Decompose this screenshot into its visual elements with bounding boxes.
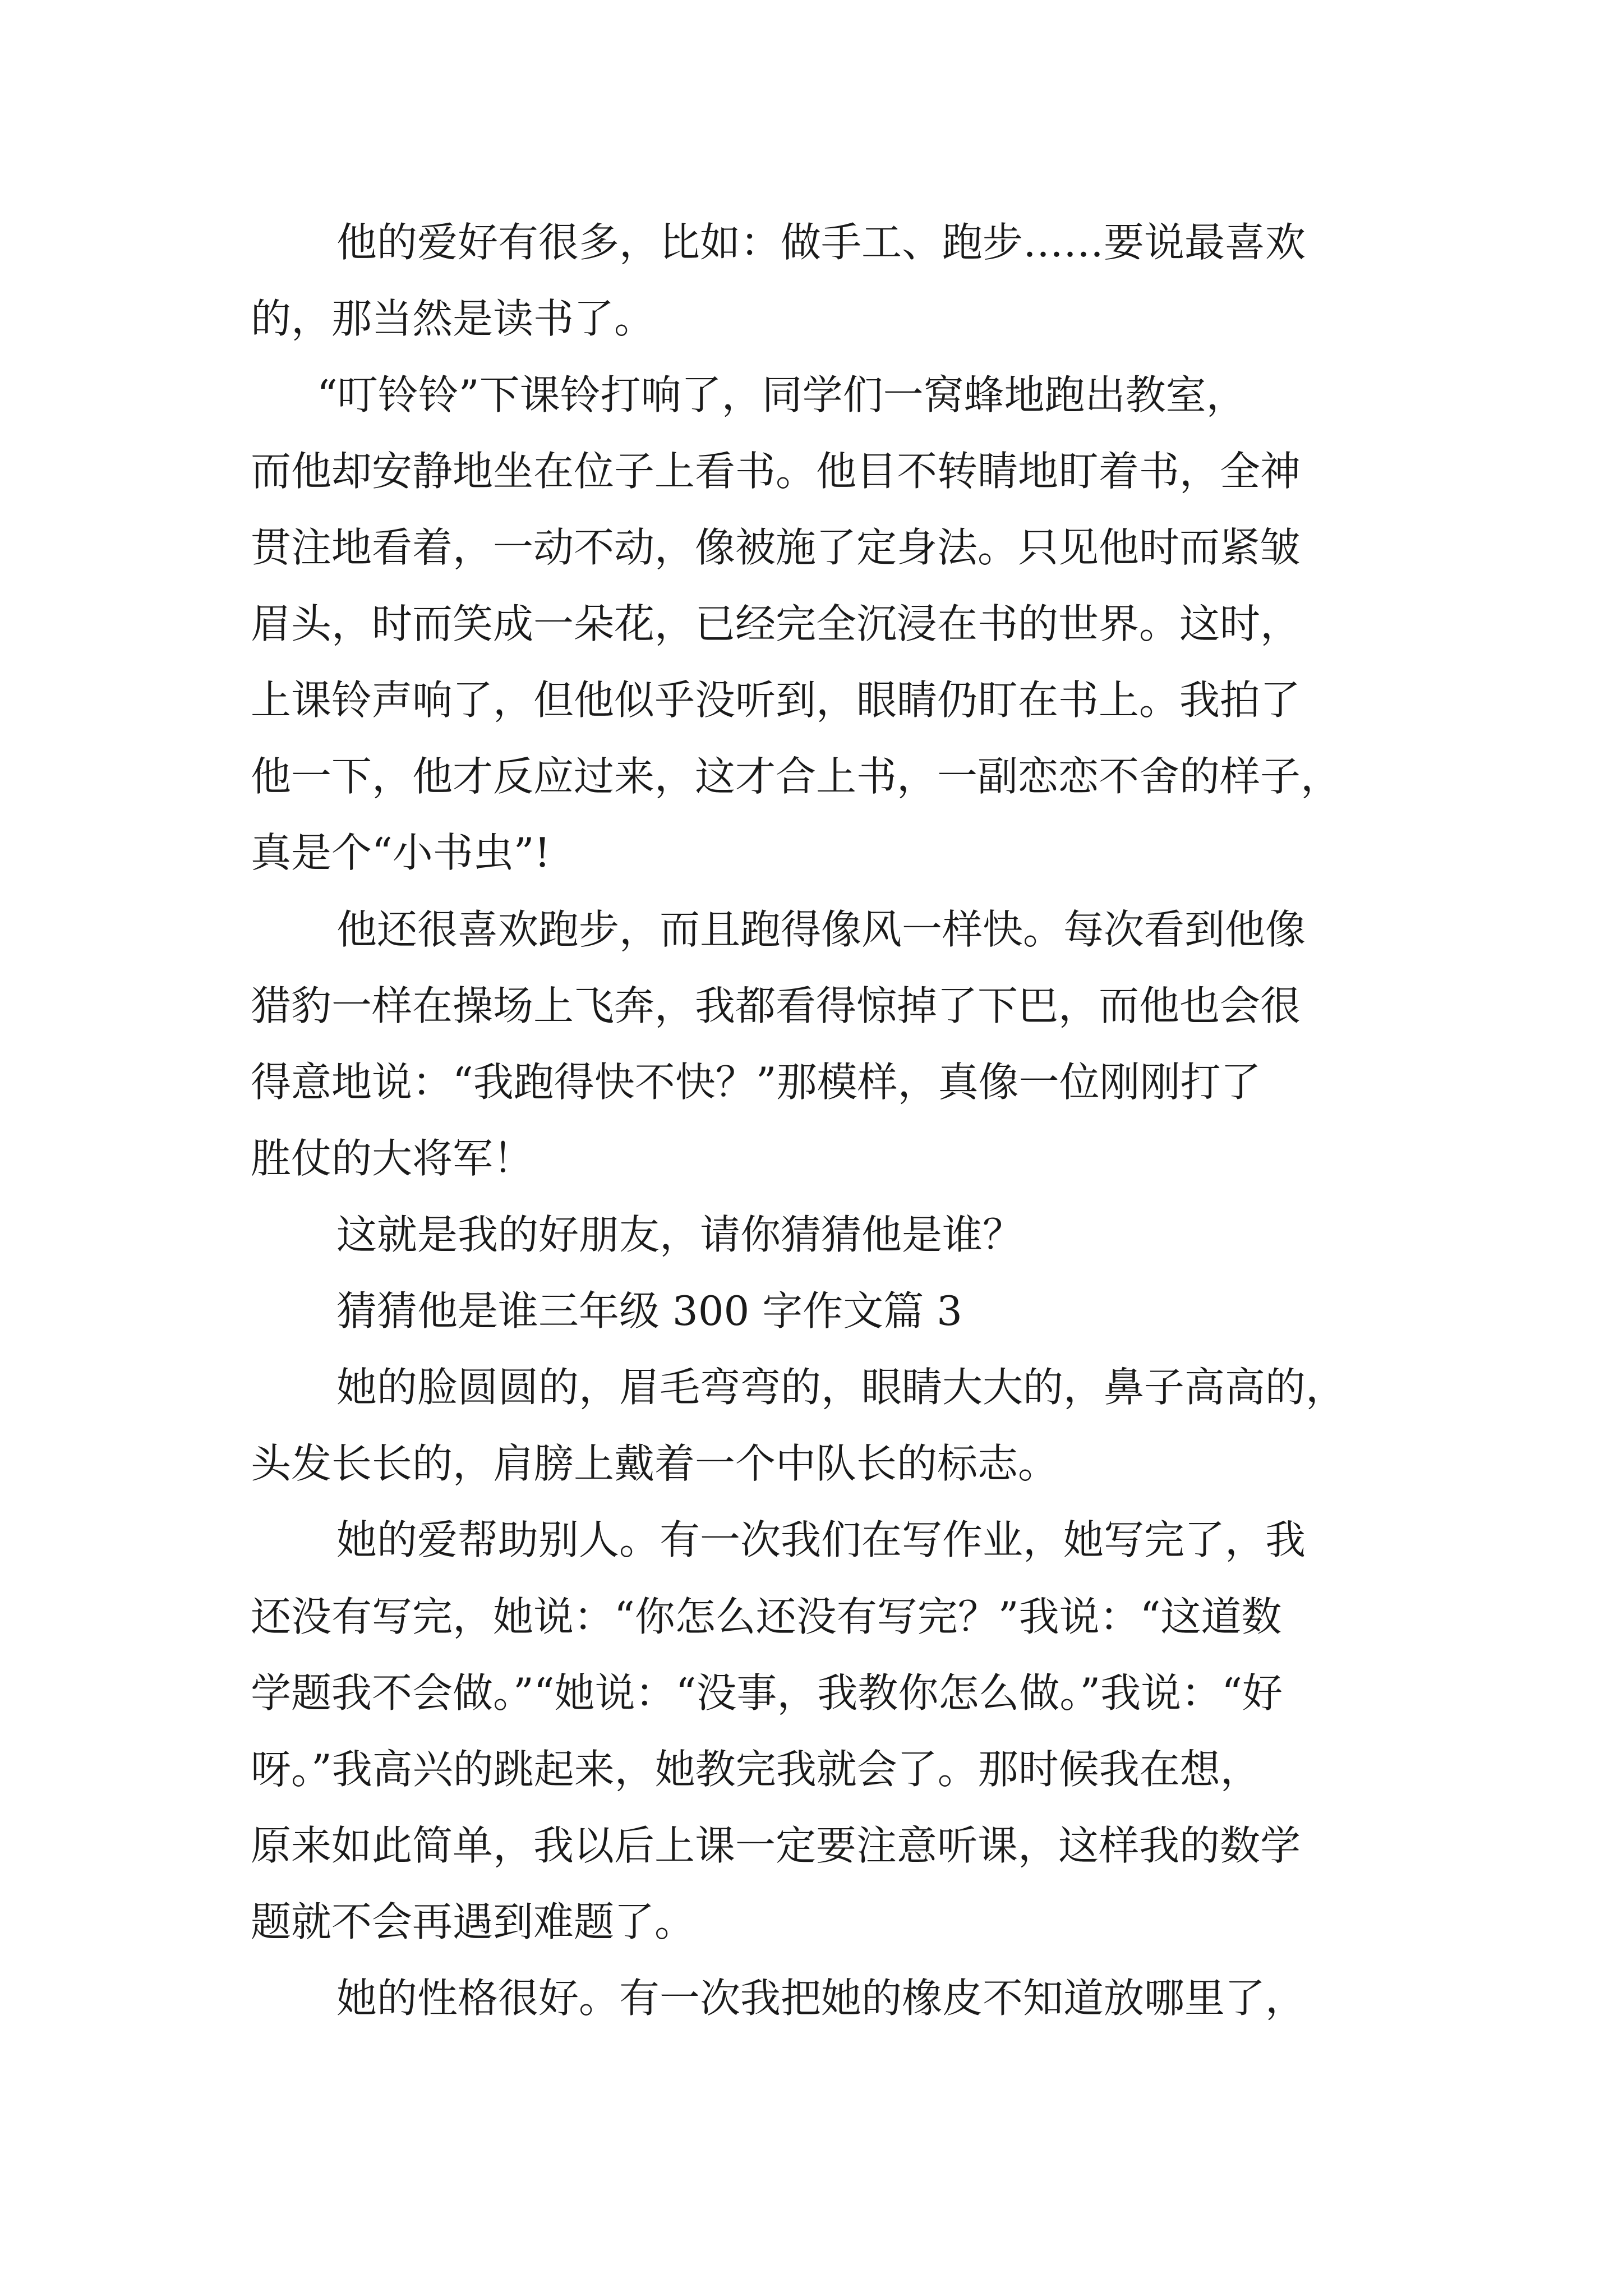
text-line: 他还很喜欢跑步，而且跑得像风一样快。每次看到他像: [336, 906, 1306, 953]
text-line: 这就是我的好朋友，请你猜猜他是谁？: [336, 1211, 1023, 1258]
text-line: 得意地说：“我跑得快不快？”那模样，真像一位刚刚打了: [251, 1059, 1261, 1106]
text-line: 她的性格很好。有一次我把她的橡皮不知道放哪里了，: [336, 1975, 1306, 2022]
text-line: 胜仗的大将军！: [251, 1135, 534, 1182]
text-line: 学题我不会做。”“她说：“没事，我教你怎么做。”我说：“好: [251, 1669, 1283, 1717]
text-line: 贯注地看着，一动不动，像被施了定身法。只见他时而紧皱: [251, 524, 1301, 571]
text-line: 真是个“小书虫”!: [251, 829, 551, 876]
text-line: 而他却安静地坐在位子上看书。他目不转睛地盯着书，全神: [251, 448, 1301, 495]
section-heading: 猜猜他是谁三年级 300 字作文篇 3: [336, 1287, 962, 1335]
text-line: 上课铃声响了，但他似乎没听到，眼睛仍盯在书上。我拍了: [251, 677, 1301, 724]
text-line: “叮铃铃”下课铃打响了，同学们一窝蜂地跑出教室，: [317, 371, 1247, 418]
text-line: 她的爱帮助别人。有一次我们在写作业，她写完了，我: [336, 1516, 1306, 1563]
text-line: 他的爱好有很多，比如：做手工、跑步……要说最喜欢: [336, 219, 1306, 266]
text-line: 还没有写完，她说：“你怎么还没有写完？”我说：“这道数: [251, 1593, 1282, 1640]
text-line: 他一下，他才反应过来，这才合上书，一副恋恋不舍的样子，: [251, 753, 1341, 800]
text-line: 猎豹一样在操场上飞奔，我都看得惊掉了下巴，而他也会很: [251, 982, 1301, 1029]
text-line: 的，那当然是读书了。: [251, 295, 655, 342]
text-line: 她的脸圆圆的，眉毛弯弯的，眼睛大大的，鼻子高高的，: [336, 1364, 1347, 1411]
text-line: 原来如此简单，我以后上课一定要注意听课，这样我的数学: [251, 1822, 1301, 1869]
text-line: 眉头，时而笑成一朵花，已经完全沉浸在书的世界。这时，: [251, 600, 1301, 647]
text-line: 头发长长的，肩膀上戴着一个中队长的标志。: [251, 1440, 1059, 1487]
text-line: 题就不会再遇到难题了。: [251, 1898, 695, 1945]
text-line: 呀。”我高兴的跳起来，她教完我就会了。那时候我在想，: [251, 1746, 1261, 1793]
